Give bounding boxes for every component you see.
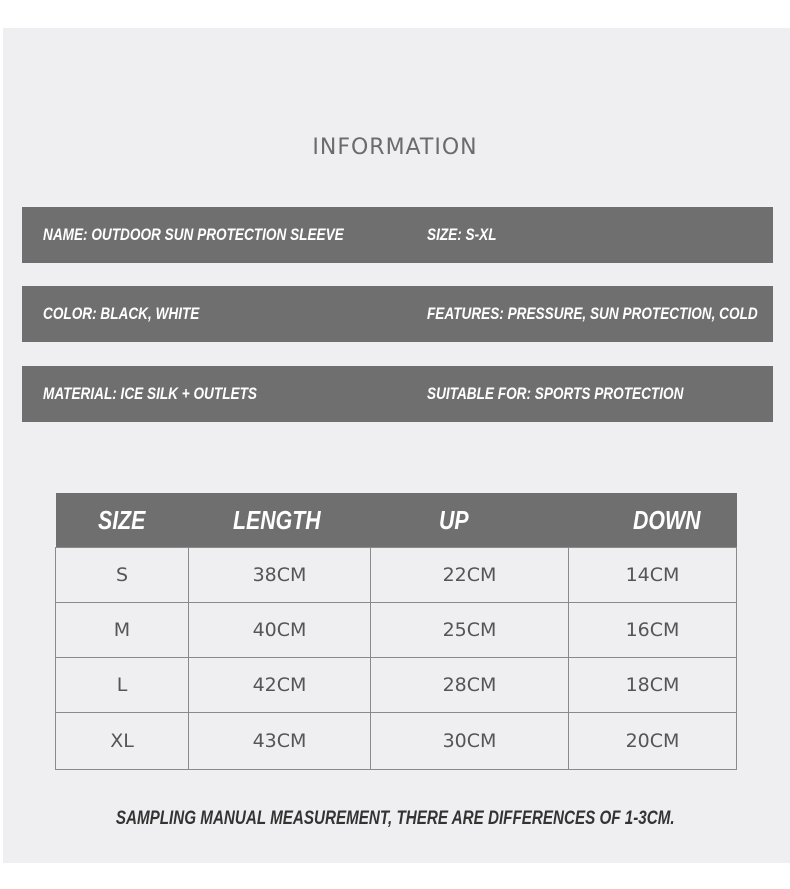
down-cell: 14CM xyxy=(569,548,737,603)
length-cell: 40CM xyxy=(189,603,371,658)
down-cell: 16CM xyxy=(569,603,737,658)
table-header-row xyxy=(56,493,737,548)
up-cell: 28CM xyxy=(371,658,569,713)
info-features: FEATURES: PRESSURE, SUN PROTECTION, COLD xyxy=(427,304,758,323)
info-suitable-for: SUITABLE FOR: SPORTS PROTECTION xyxy=(427,384,684,403)
up-cell: 30CM xyxy=(371,713,569,770)
header-down: DOWN xyxy=(569,493,737,548)
header-length: LENGTH xyxy=(189,493,371,548)
size-chart-table xyxy=(55,493,737,770)
length-cell: 38CM xyxy=(189,548,371,603)
up-cell: 22CM xyxy=(371,548,569,603)
page-title: INFORMATION xyxy=(312,135,478,160)
info-color: COLOR: BLACK, WHITE xyxy=(43,304,200,323)
info-name: NAME: OUTDOOR SUN PROTECTION SLEEVE xyxy=(43,225,344,244)
up-cell: 25CM xyxy=(371,603,569,658)
header-size: SIZE xyxy=(56,493,189,548)
size-cell: S xyxy=(56,548,189,603)
table-row xyxy=(56,603,737,658)
table-row xyxy=(56,713,737,770)
size-cell: XL xyxy=(56,713,189,770)
length-cell: 42CM xyxy=(189,658,371,713)
info-bar-material-suitable xyxy=(22,366,773,422)
down-cell: 18CM xyxy=(569,658,737,713)
table-row xyxy=(56,548,737,603)
size-cell: L xyxy=(56,658,189,713)
down-cell: 20CM xyxy=(569,713,737,770)
header-up: UP xyxy=(371,493,569,548)
info-bar-color-features xyxy=(22,286,773,342)
info-bar-name-size xyxy=(22,207,773,263)
length-cell: 43CM xyxy=(189,713,371,770)
table-row xyxy=(56,658,737,713)
info-material: MATERIAL: ICE SILK + OUTLETS xyxy=(43,384,257,403)
info-size: SIZE: S-XL xyxy=(427,225,497,244)
measurement-note: SAMPLING MANUAL MEASUREMENT, THERE ARE DIFFERENCES OF 1-3CM. xyxy=(115,808,675,829)
size-cell: M xyxy=(56,603,189,658)
